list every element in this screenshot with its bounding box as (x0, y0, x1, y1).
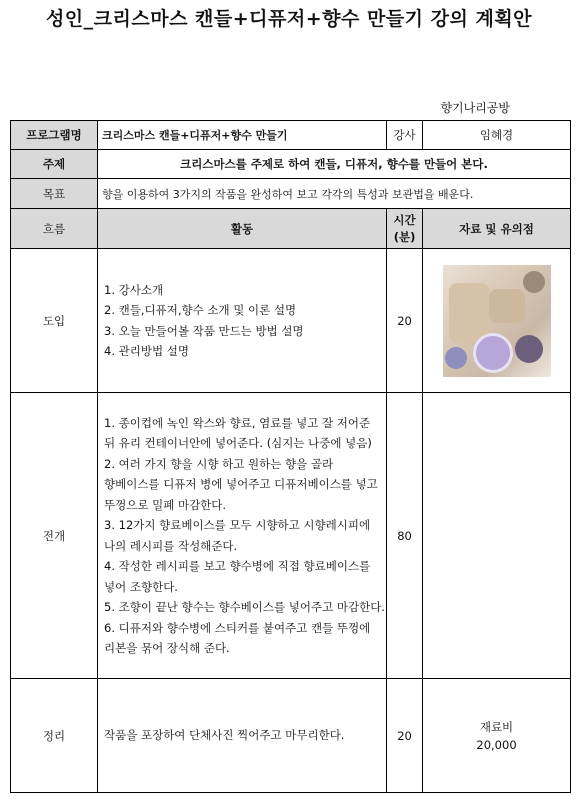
wrapup-materials (423, 679, 571, 793)
flow-intro: 도입 (11, 249, 98, 393)
activity-line: 3. 오늘 만들어볼 작품 만드는 방법 설명 (104, 323, 304, 338)
flow-development: 전개 (11, 393, 98, 679)
candle-tin (473, 333, 513, 373)
activity-line: 4. 관리방법 설명 (104, 344, 189, 358)
activity-line: 4. 작성한 레시피를 보고 향수병에 직접 향료베이스를 (104, 559, 371, 573)
wrapup-activities (98, 679, 387, 793)
development-activities (98, 393, 387, 679)
activity-line: 6. 디퓨저와 향수병에 스티커를 붙여주고 캔들 뚜껑에 (104, 620, 371, 635)
activity-line: 나의 레시피를 작성해준다. (104, 538, 238, 553)
flow-header: 흐름 (11, 209, 98, 249)
candle-diffuser-photo (443, 265, 551, 377)
program-label: 프로그램명 (11, 121, 98, 150)
activity-line: 작품을 포장하여 단체사진 찍어주고 마무리한다. (104, 728, 345, 743)
candle-tin (515, 335, 543, 363)
intro-time: 20 (387, 249, 423, 393)
topic-row (11, 150, 571, 179)
wrapup-time: 20 (387, 679, 423, 793)
intro-materials (423, 249, 571, 393)
development-materials (423, 393, 571, 679)
development-row (11, 393, 571, 679)
topic-label: 주제 (11, 150, 98, 179)
kraft-box (449, 283, 489, 343)
goal-row (11, 179, 571, 209)
activity-line: 리본을 묶어 장식해 준다. (104, 641, 230, 655)
goal-label: 목표 (11, 179, 98, 209)
activity-header: 활동 (98, 209, 387, 249)
intro-row (11, 249, 571, 393)
instructor-name: 임혜경 (423, 121, 571, 150)
instructor-label: 강사 (387, 121, 423, 150)
topic-value: 크리스마스를 주제로 하여 캔들, 디퓨저, 향수를 만들어 본다. (98, 150, 571, 179)
activity-line: 3. 12가지 향료베이스를 모두 시향하고 시향레시피에 (104, 518, 371, 532)
activity-line: 2. 캔들,디퓨저,향수 소개 및 이론 설명 (104, 303, 297, 317)
column-header-row (11, 209, 571, 249)
goal-value: 향을 이용하여 3가지의 작품을 완성하여 보고 각각의 특성과 보관법을 배운다. (98, 179, 571, 209)
activity-line: 향베이스를 디퓨저 병에 넣어주고 디퓨저베이스를 넣고 (104, 477, 378, 491)
candle-tin (523, 271, 545, 293)
kraft-box (489, 289, 525, 323)
program-value: 크리스마스 캔들+디퓨저+향수 만들기 (98, 121, 387, 150)
wrapup-row (11, 679, 571, 793)
document-title: 성인_크리스마스 캔들+디퓨저+향수 만들기 강의 계획안 (45, 8, 533, 30)
activity-line: 1. 종이컵에 녹인 왁스와 향료, 염료를 넣고 잘 저어준 (104, 415, 371, 430)
organization-name: 향기나리공방 (440, 101, 510, 115)
program-row (11, 121, 571, 150)
activity-line: 넣어 조향한다. (104, 579, 178, 594)
development-time: 80 (387, 393, 423, 679)
intro-activities (98, 249, 387, 393)
candle-tin (445, 347, 467, 369)
flow-wrapup: 정리 (11, 679, 98, 793)
time-header: 시간 (분) (387, 209, 423, 249)
activity-line: 뚜껑으로 밀폐 마감한다. (104, 497, 227, 512)
activity-line: 5. 조향이 끝난 향수는 향수베이스를 넣어주고 마감한다. (104, 600, 385, 614)
lesson-plan-table (10, 120, 571, 793)
activity-line: 뒤 유리 컨테이너안에 넣어준다. (심지는 나중에 넣음) (104, 436, 372, 450)
activity-line: 1. 강사소개 (104, 282, 164, 297)
material-fee-amount: 20,000 (476, 737, 517, 752)
material-fee-label: 재료비 (479, 719, 514, 734)
materials-header: 자료 및 유의점 (423, 209, 571, 249)
activity-line: 2. 여러 가지 향을 시향 하고 원하는 향을 골라 (104, 456, 334, 471)
